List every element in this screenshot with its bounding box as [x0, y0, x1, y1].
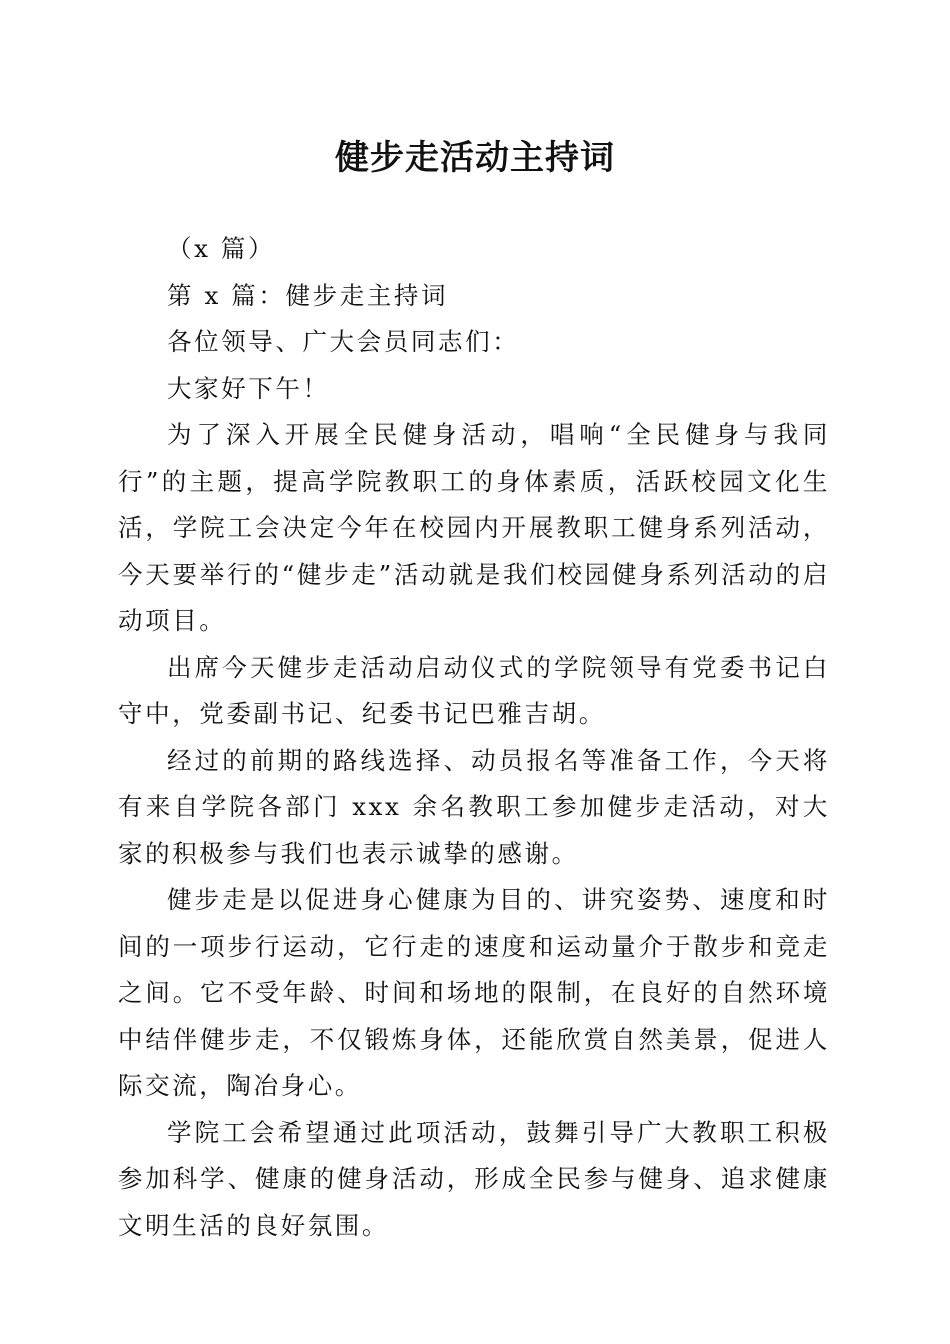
- paragraph-part-count: （x 篇）: [167, 234, 276, 263]
- paragraph-preparation: 经过的前期的路线选择、动员报名等准备工作，今天将有来自学院各部门 xxx 余名教职工参加健步走活动，对大家的积极参与我们也表示诚挚的感谢。: [118, 745, 830, 868]
- paragraph-section-heading: 第 x 篇：健步走主持词: [167, 280, 449, 310]
- document-body: [118, 226, 830, 1249]
- paragraph-greeting: 大家好下午！: [167, 373, 330, 403]
- paragraph-purpose: 为了深入开展全民健身活动，唱响“全民健身与我同行”的主题，提高学院教职工的身体素质，活跃校园文化生活，学院工会决定今年在校园内开展教职工健身系列活动，今天要举行的“健步走”活动就是我们校园健身系列活动的启动项目。: [118, 420, 830, 635]
- paragraph-salutation: 各位领导、广大会员同志们：: [167, 327, 520, 356]
- paragraph-attendees: 出席今天健步走活动启动仪式的学院领导有党委书记白守中，党委副书记、纪委书记巴雅吉胡。: [118, 652, 830, 728]
- paragraph-definition: 健步走是以促进身心健康为目的、讲究姿势、速度和时间的一项步行运动，它行走的速度和运动量介于散步和竞走之间。它不受年龄、时间和场地的限制，在良好的自然环境中结伴健步走，不仅锻炼身体，还能欣赏自然美景，促进人际交流，陶冶身心。: [118, 885, 830, 1100]
- paragraph-hope: 学院工会希望通过此项活动，鼓舞引导广大教职工积极参加科学、健康的健身活动，形成全民参与健身、追求健康文明生活的良好氛围。: [118, 1117, 830, 1240]
- document-title: 健步走活动主持词: [335, 138, 615, 178]
